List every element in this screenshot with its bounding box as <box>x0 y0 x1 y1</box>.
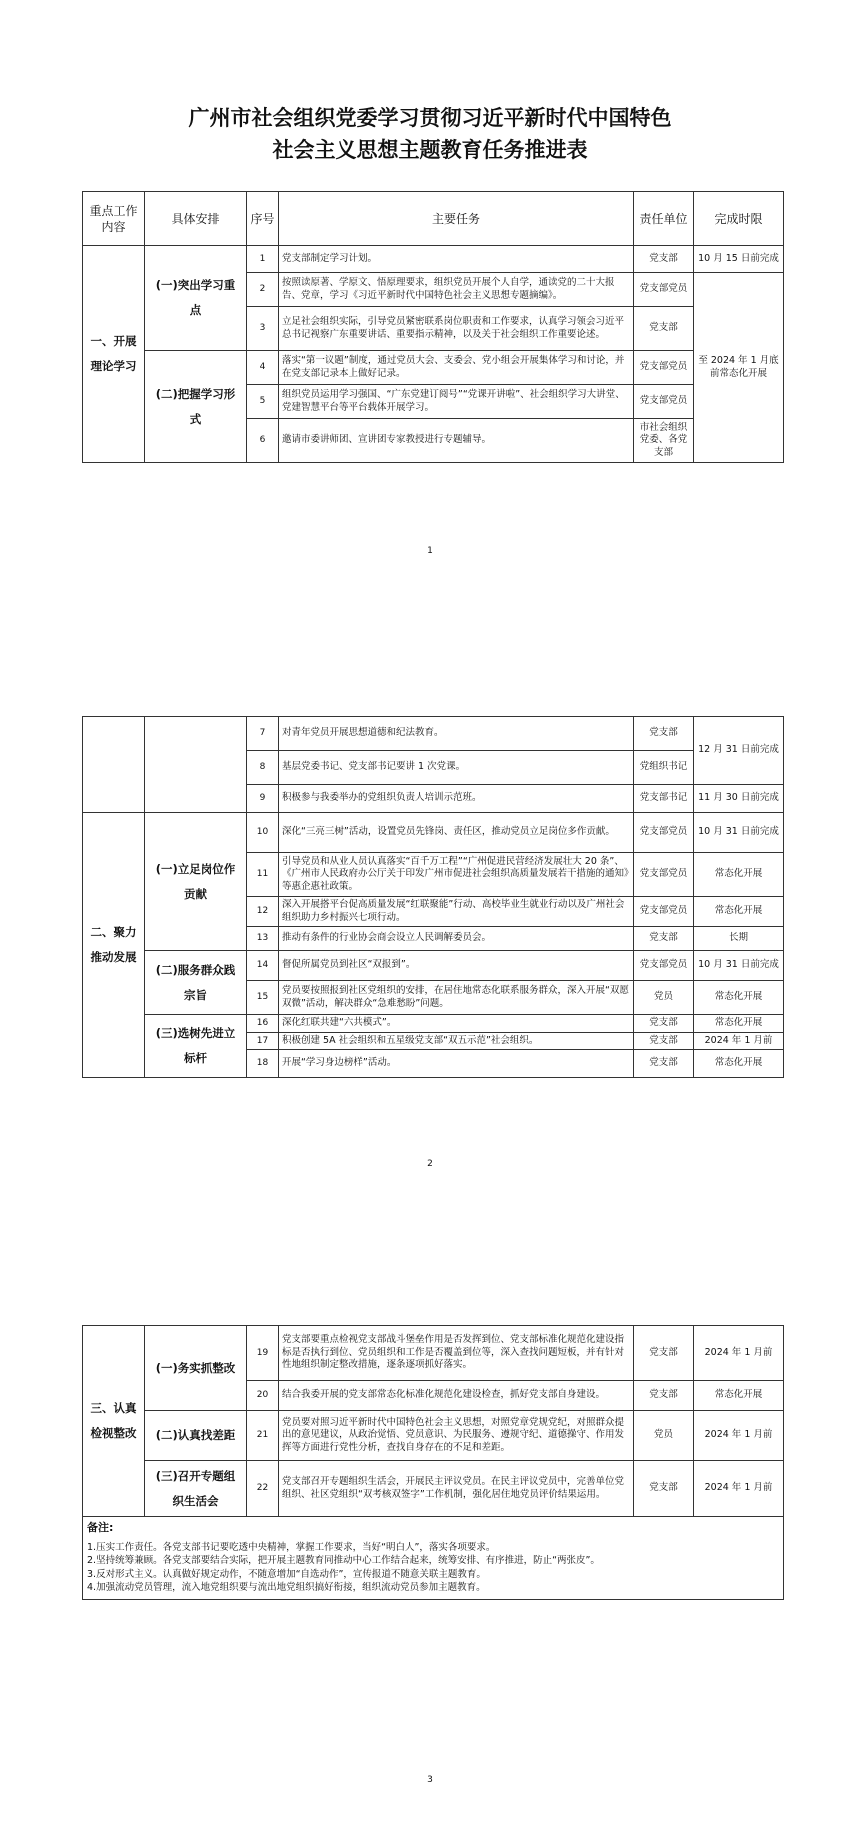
unit-cell: 党员 <box>634 981 694 1015</box>
note-item: 3.反对形式主义。认真做好规定动作，不随意增加“自选动作”，宣传报道不随意关联主题教育。 <box>87 1568 486 1580</box>
task-table-page3 <box>82 1325 784 1600</box>
note-item: 1.压实工作责任。各党支部书记要吃透中央精神，掌握工作要求，当好“明白人”，落实各项要求。 <box>87 1541 496 1553</box>
task-cell: 积极参与我委举办的党组织负责人培训示范班。 <box>279 785 634 813</box>
task-cell: 积极创建 5A 社会组织和五星级党支部“双五示范”社会组织。 <box>279 1032 634 1050</box>
seq-cell: 20 <box>247 1381 279 1411</box>
notes-row <box>83 1539 784 1600</box>
task-cell: 结合我委开展的党支部常态化标准化规范化建设检查，抓好党支部自身建设。 <box>279 1381 634 1411</box>
seq-cell: 7 <box>247 717 279 751</box>
deadline-cell: 常态化开展 <box>694 853 784 897</box>
table-row <box>83 717 784 751</box>
seq-cell: 4 <box>247 351 279 385</box>
table-row <box>83 351 784 385</box>
header-arrangement: 具体安排 <box>145 192 247 246</box>
document-title-line2: 社会主义思想主题教育任务推进表 <box>272 138 588 162</box>
unit-cell: 党支部党员 <box>634 897 694 927</box>
subcategory-cell: (一)务实抓整改 <box>145 1326 247 1411</box>
header-unit: 责任单位 <box>634 192 694 246</box>
unit-cell: 党支部 <box>634 246 694 273</box>
seq-cell: 1 <box>247 246 279 273</box>
deadline-cell: 11 月 30 日前完成 <box>694 785 784 813</box>
deadline-cell: 常态化开展 <box>694 981 784 1015</box>
deadline-cell: 10 月 15 日前完成 <box>694 246 784 273</box>
seq-cell: 18 <box>247 1050 279 1078</box>
table-row <box>83 1461 784 1517</box>
table-header-row <box>83 192 784 246</box>
deadline-cell: 12 月 31 日前完成 <box>694 717 784 785</box>
deadline-cell: 2024 年 1 月前 <box>694 1326 784 1381</box>
task-cell: 督促所属党员到社区“双报到”。 <box>279 951 634 981</box>
category-cell: 二、聚力推动发展 <box>83 813 145 1078</box>
unit-cell: 党支部 <box>634 717 694 751</box>
table-row <box>83 813 784 853</box>
task-cell: 组织党员运用学习强国、“广东党建订阅号”“党课开讲啦”、社会组织学习大讲堂、党建智慧平台等平台载体开展学习。 <box>279 385 634 419</box>
seq-cell: 3 <box>247 307 279 351</box>
deadline-cell: 常态化开展 <box>694 1015 784 1033</box>
seq-cell: 19 <box>247 1326 279 1381</box>
unit-cell: 党支部 <box>634 1032 694 1050</box>
page-number: 1 <box>427 546 433 556</box>
unit-cell: 党支部 <box>634 1326 694 1381</box>
deadline-cell: 2024 年 1 月前 <box>694 1461 784 1517</box>
deadline-cell: 10 月 31 日前完成 <box>694 813 784 853</box>
seq-cell: 9 <box>247 785 279 813</box>
seq-cell: 14 <box>247 951 279 981</box>
subcategory-cell: (一)立足岗位作贡献 <box>145 813 247 951</box>
seq-cell: 21 <box>247 1411 279 1461</box>
table-row <box>83 1411 784 1461</box>
seq-cell: 8 <box>247 751 279 785</box>
task-cell: 落实“第一议题”制度，通过党员大会、支委会、党小组会开展集体学习和讨论，并在党支部记录本上做好记录。 <box>279 351 634 385</box>
seq-cell: 5 <box>247 385 279 419</box>
seq-cell: 10 <box>247 813 279 853</box>
deadline-cell: 常态化开展 <box>694 1381 784 1411</box>
deadline-cell: 长期 <box>694 927 784 951</box>
unit-cell: 党支部 <box>634 307 694 351</box>
unit-cell: 党支部 <box>634 1015 694 1033</box>
unit-cell: 党支部党员 <box>634 951 694 981</box>
subcategory-cell: (三)选树先进立标杆 <box>145 1015 247 1078</box>
unit-cell: 党支部 <box>634 1461 694 1517</box>
notes-title: 备注: <box>83 1517 784 1539</box>
category-cell-empty <box>83 717 145 813</box>
deadline-cell: 2024 年 1 月前 <box>694 1032 784 1050</box>
unit-cell: 市社会组织党委、各党支部 <box>634 419 694 463</box>
seq-cell: 16 <box>247 1015 279 1033</box>
table-row <box>83 1015 784 1033</box>
page-number: 3 <box>427 1775 433 1785</box>
unit-cell: 党组织书记 <box>634 751 694 785</box>
task-cell: 深化“三亮三树”活动，设置党员先锋岗、责任区，推动党员立足岗位多作贡献。 <box>279 813 634 853</box>
subcategory-cell-empty <box>145 717 247 813</box>
seq-cell: 2 <box>247 273 279 307</box>
unit-cell: 党员 <box>634 1411 694 1461</box>
header-task: 主要任务 <box>279 192 634 246</box>
unit-cell: 党支部党员 <box>634 853 694 897</box>
subcategory-cell: (三)召开专题组织生活会 <box>145 1461 247 1517</box>
notes-body <box>83 1539 784 1600</box>
task-cell: 深化红联共建“六共模式”。 <box>279 1015 634 1033</box>
unit-cell: 党支部党员 <box>634 273 694 307</box>
task-cell: 基层党委书记、党支部书记要讲 1 次党课。 <box>279 751 634 785</box>
unit-cell: 党支部 <box>634 927 694 951</box>
category-cell: 三、认真检视整改 <box>83 1326 145 1517</box>
unit-cell: 党支部 <box>634 1381 694 1411</box>
task-cell: 邀请市委讲师团、宣讲团专家教授进行专题辅导。 <box>279 419 634 463</box>
deadline-cell: 10 月 31 日前完成 <box>694 951 784 981</box>
header-area: 重点工作内容 <box>83 192 145 246</box>
unit-cell: 党支部党员 <box>634 813 694 853</box>
seq-cell: 6 <box>247 419 279 463</box>
table-row <box>83 951 784 981</box>
deadline-cell: 常态化开展 <box>694 1050 784 1078</box>
header-deadline: 完成时限 <box>694 192 784 246</box>
seq-cell: 22 <box>247 1461 279 1517</box>
subcategory-cell: (二)服务群众践宗旨 <box>145 951 247 1015</box>
notes-title-row <box>83 1517 784 1539</box>
seq-cell: 12 <box>247 897 279 927</box>
deadline-cell: 至 2024 年 1 月底前常态化开展 <box>694 273 784 463</box>
subcategory-cell: (一)突出学习重点 <box>145 246 247 351</box>
subcategory-cell: (二)把握学习形式 <box>145 351 247 463</box>
subcategory-cell: (二)认真找差距 <box>145 1411 247 1461</box>
task-cell: 深入开展搭平台促高质量发展“红联聚能”行动、高校毕业生就业行动以及广州社会组织助力乡村振兴七项行动。 <box>279 897 634 927</box>
unit-cell: 党支部党员 <box>634 385 694 419</box>
task-cell: 按照读原著、学原文、悟原理要求，组织党员开展个人自学，通读党的二十大报告、党章，学习《习近平新时代中国特色社会主义思想专题摘编》。 <box>279 273 634 307</box>
unit-cell: 党支部书记 <box>634 785 694 813</box>
seq-cell: 11 <box>247 853 279 897</box>
deadline-cell: 2024 年 1 月前 <box>694 1411 784 1461</box>
seq-cell: 17 <box>247 1032 279 1050</box>
note-item: 4.加强流动党员管理，流入地党组织要与流出地党组织搞好衔接，组织流动党员参加主题教育。 <box>87 1582 486 1593</box>
category-cell: 一、开展理论学习 <box>83 246 145 463</box>
task-cell: 开展“学习身边榜样”活动。 <box>279 1050 634 1078</box>
seq-cell: 15 <box>247 981 279 1015</box>
note-item: 2.坚持统筹兼顾。各党支部要结合实际，把开展主题教育同推动中心工作结合起来，统筹安排、有序推进，防止“两张皮”。 <box>87 1555 600 1566</box>
task-table-page1 <box>82 191 784 463</box>
task-cell: 推动有条件的行业协会商会设立人民调解委员会。 <box>279 927 634 951</box>
task-cell: 党员要对照习近平新时代中国特色社会主义思想，对照党章党规党纪，对照群众提出的意见建议，从政治觉悟、党员意识、为民服务、遵规守纪、道德操守、作用发挥等方面进行党性分析，查找自身存在的不足和差距。 <box>279 1411 634 1461</box>
task-cell: 引导党员和从业人员认真落实“百千万工程”“广州促进民营经济发展壮大 20 条”、《广州市人民政府办公厅关于印发广州市促进社会组织高质量发展若干措施的通知》等惠企惠社政策。 <box>279 853 634 897</box>
task-cell: 立足社会组织实际，引导党员紧密联系岗位职责和工作要求，认真学习领会习近平总书记视察广东重要讲话、重要指示精神，以及关于社会组织工作重要论述。 <box>279 307 634 351</box>
deadline-cell: 常态化开展 <box>694 897 784 927</box>
task-cell: 对青年党员开展思想道德和纪法教育。 <box>279 717 634 751</box>
task-cell: 党支部召开专题组织生活会，开展民主评议党员。在民主评议党员中，完善单位党组织、社区党组织“双考核双签字”工作机制，强化居住地党员评价结果运用。 <box>279 1461 634 1517</box>
unit-cell: 党支部党员 <box>634 351 694 385</box>
table-row <box>83 246 784 273</box>
task-table-page2 <box>82 716 784 1078</box>
document-title-line1: 广州市社会组织党委学习贯彻习近平新时代中国特色 <box>188 106 672 130</box>
task-cell: 党支部制定学习计划。 <box>279 246 634 273</box>
seq-cell: 13 <box>247 927 279 951</box>
task-cell: 党支部要重点检视党支部战斗堡垒作用是否发挥到位、党支部标准化规范化建设指标是否执行到位、党员组织和工作是否覆盖到位等，深入查找问题短板，并有针对性地组织制定整改措施，逐条逐项抓好落实。 <box>279 1326 634 1381</box>
table-row <box>83 1326 784 1381</box>
task-cell: 党员要按照报到社区党组织的安排，在居住地常态化联系服务群众，深入开展“双愿双微”活动，解决群众“急难愁盼”问题。 <box>279 981 634 1015</box>
unit-cell: 党支部 <box>634 1050 694 1078</box>
header-seq: 序号 <box>247 192 279 246</box>
page-number: 2 <box>427 1159 433 1169</box>
